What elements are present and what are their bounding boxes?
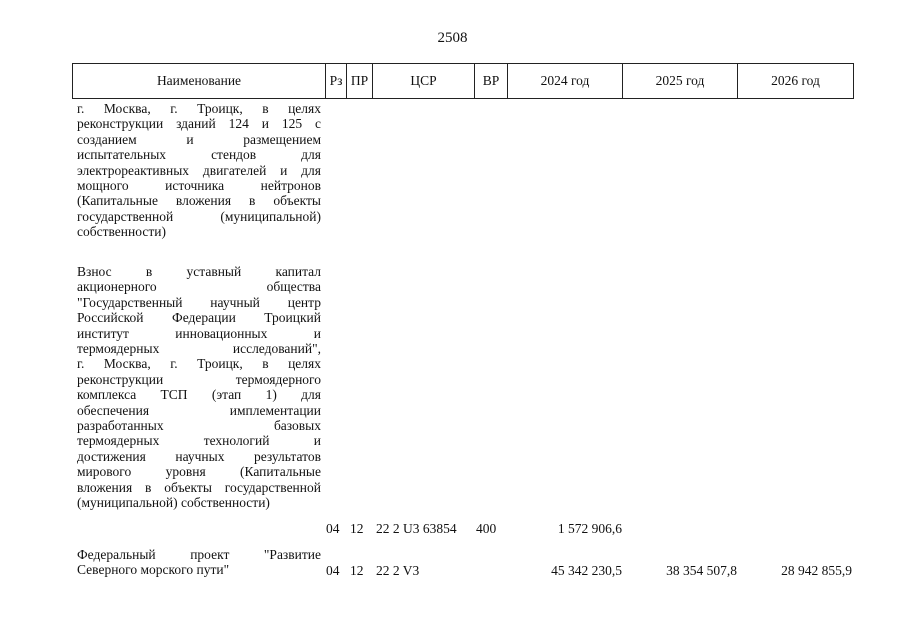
cell-csr: 22 2 U3 63854 (376, 521, 457, 536)
header-2024: 2024 год (540, 73, 590, 88)
cell-vr: 400 (476, 521, 497, 536)
description-line: вложения в объекты государственной (77, 479, 321, 495)
description-line: (Капитальные вложения в объекты (77, 193, 321, 209)
description-line: г. Москва, г. Троицк, в целях (77, 356, 321, 372)
description-line: созданием и размещением (77, 131, 321, 147)
header-vr: ВР (482, 73, 500, 88)
cell-2025: 38 354 507,8 (666, 563, 737, 578)
description-line: акционерного общества (77, 279, 321, 295)
description-line: обеспечения имплементации (77, 402, 321, 418)
description-line: мирового уровня (Капитальные (77, 464, 321, 480)
cell-rz: 04 (326, 563, 340, 578)
cell-2024: 45 342 230,5 (551, 563, 622, 578)
description-line: институт инновационных и (77, 325, 321, 341)
table-header (72, 63, 854, 99)
description-line: достижения научных результатов (77, 448, 321, 464)
cell-2026: 28 942 855,9 (781, 563, 852, 578)
description-line: термоядерных исследований", (77, 341, 321, 357)
header-rz: Рз (329, 73, 343, 88)
header-2026: 2026 год (771, 73, 820, 88)
cell-2024: 1 572 906,6 (557, 521, 622, 536)
cell-pr: 12 (350, 563, 364, 578)
header-2025: 2025 год (655, 73, 705, 88)
description-line: разработанных базовых (77, 418, 321, 434)
description-line: Северного морского пути" (77, 562, 230, 578)
description-line: "Государственный научный центр (77, 294, 321, 310)
description-line: Взнос в уставный капитал (77, 264, 321, 279)
description-line: государственной (муниципальной) (77, 208, 321, 224)
description-line: испытательных стендов для (77, 147, 321, 163)
description-line: Российской Федерации Троицкий (77, 310, 321, 326)
description-line: г. Москва, г. Троицк, в целях (77, 101, 321, 116)
row-description (77, 547, 321, 578)
description-line: мощного источника нейтронов (77, 178, 321, 194)
header-pr: ПР (350, 73, 369, 88)
description-line: комплекса ТСП (этап 1) для (77, 387, 321, 403)
row-description (77, 101, 321, 240)
description-line: собственности) (77, 224, 166, 240)
row-description (77, 264, 321, 511)
cell-rz: 04 (326, 521, 340, 536)
description-line: реконструкции зданий 124 и 125 с (77, 116, 321, 132)
cell-pr: 12 (350, 521, 364, 536)
header-name: Наименование (156, 73, 242, 88)
header-csr: ЦСР (410, 73, 437, 88)
page-number: 2508 (437, 30, 468, 46)
description-line: электрореактивных двигателей и для (77, 162, 321, 178)
description-line: Федеральный проект "Развитие (77, 547, 321, 562)
description-line: реконструкции термоядерного (77, 371, 321, 387)
cell-csr: 22 2 V3 (376, 563, 420, 578)
description-line: (муниципальной) собственности) (77, 495, 270, 511)
description-line: термоядерных технологий и (77, 433, 321, 449)
